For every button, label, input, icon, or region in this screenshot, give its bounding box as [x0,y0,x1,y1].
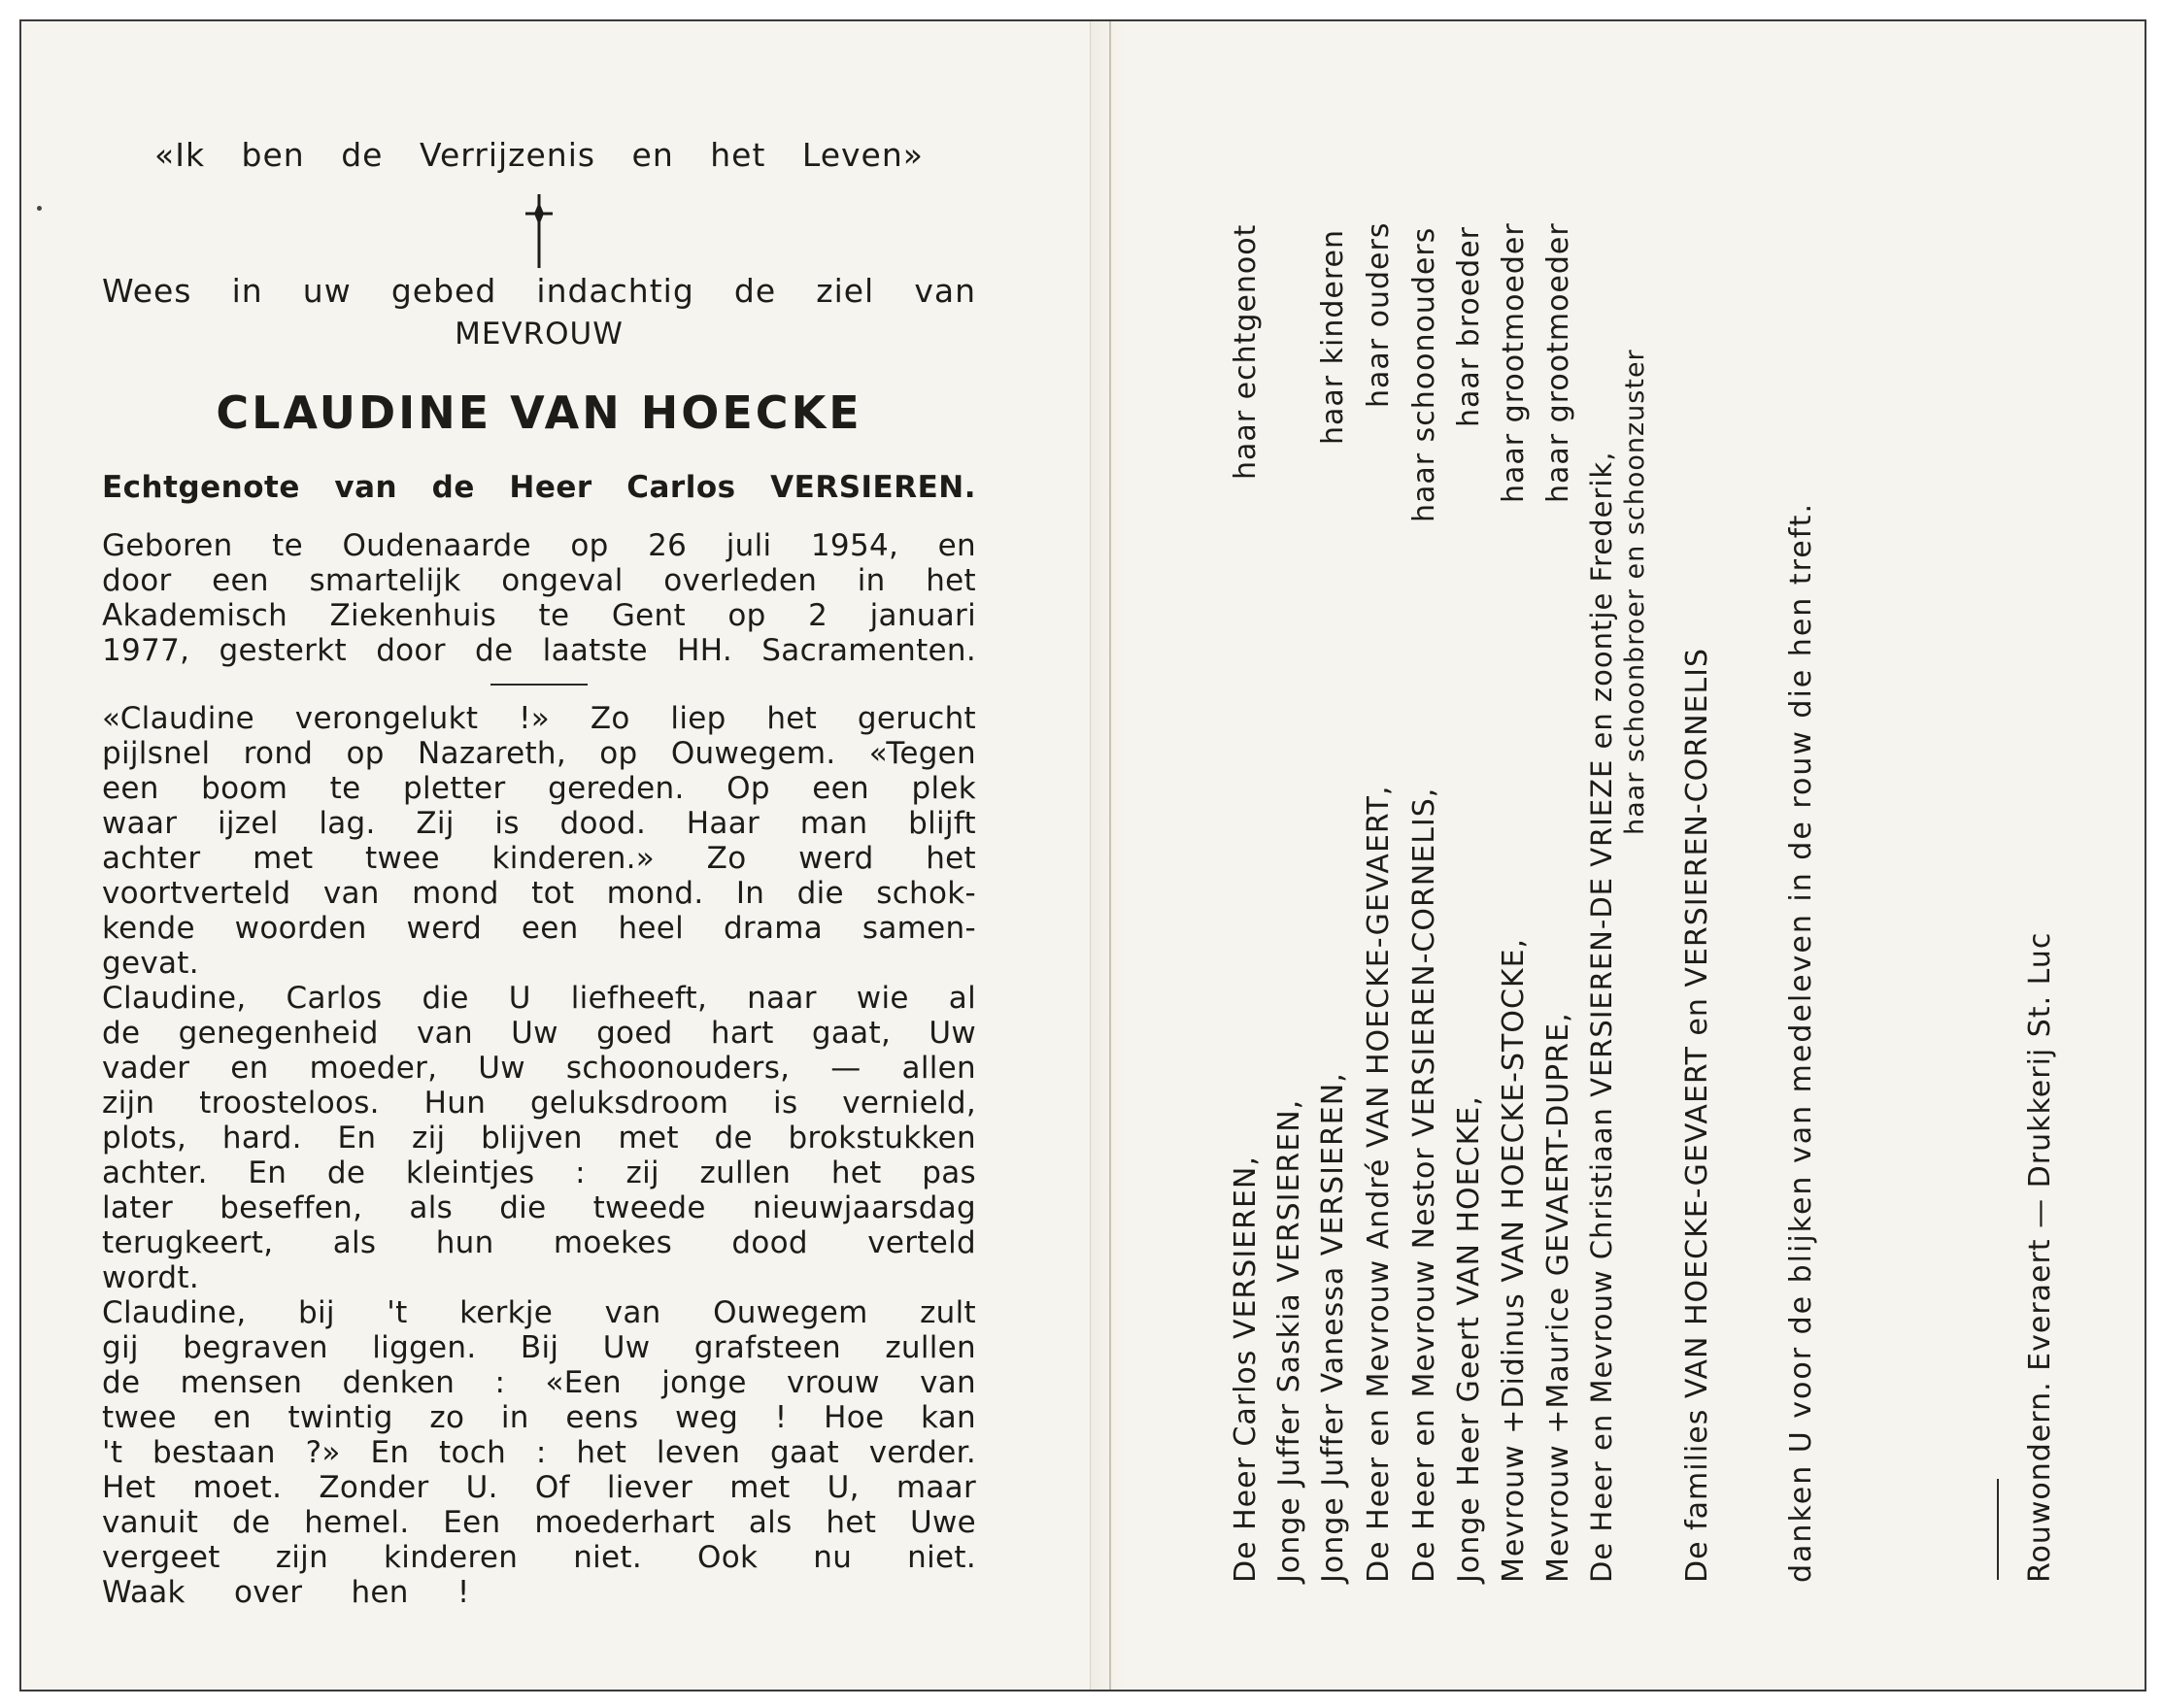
mourner-name: De Heer en Mevrouw Nestor VERSIEREN-CORNELIS, [1407,787,1441,1583]
text-line: de genegenheid van Uw goed hart gaat, Uw [102,1016,976,1051]
card-fold [1090,21,1126,1690]
text-line: voortverteld van mond tot mond. In die schok- [102,876,976,911]
mourner-relation: haar grootmoeder [1541,222,1575,503]
text-line: later beseffen, als die tweede nieuwjaarsdag [102,1190,976,1225]
mourner-relation: haar schoonouders [1407,226,1441,522]
mourner-relation: haar grootmoeder [1497,222,1531,503]
text-line: Claudine, Carlos die U liefheeft, naar wie al [102,981,976,1016]
printer-line: Rouwondern. Everaert — Drukkerij St. Luc [2023,931,2057,1583]
separator-rule [490,684,588,686]
mourner-name: Jonge Heer Geert VAN HOECKE, [1452,1095,1486,1583]
mourner-name: De Heer en Mevrouw Christiaan VERSIEREN-DE VRIEZE en zoontje Frederik, [1585,451,1618,1583]
text-line: de mensen denken : «Een jonge vrouw van [102,1365,976,1400]
deceased-name: CLAUDINE VAN HOECKE [216,386,862,439]
text-line: Waak over hen ! [102,1575,470,1610]
text-line: plots, hard. En zij blijven met de brokstukken [102,1121,976,1155]
mourner-relation: haar schoonbroer en schoonzuster [1620,349,1650,835]
scripture-quote: «Ik ben de Verrijzenis en het Leven» [154,136,924,174]
text-line: «Claudine verongelukt !» Zo liep het gerucht [102,701,976,736]
mourner-name: De Heer en Mevrouw André VAN HOECKE-GEVAERT, [1362,785,1396,1583]
thanks-line: danken U voor de blijken van medeleven in de rouw die hen treft. [1784,501,1818,1583]
mourner-name: Mevrouw +Didinus VAN HOECKE-STOCKE, [1497,937,1531,1583]
text-line: vanuit de hemel. Een moederhart als het Uwe [102,1505,976,1540]
text-line: gij begraven liggen. Bij Uw grafsteen zullen [102,1330,976,1365]
text-line: Claudine, bij 't kerkje van Ouwegem zult [102,1295,976,1330]
mourner-name: Mevrouw +Maurice GEVAERT-DUPRE, [1541,1012,1575,1583]
printer-rule [1997,1479,1999,1580]
text-line: pijlsnel rond op Nazareth, op Ouwegem. «Tegen [102,736,976,771]
text-line: zijn troosteloos. Hun geluksdroom is vernield, [102,1086,976,1121]
text-line: twee en twintig zo in eens weg ! Hoe kan [102,1400,976,1435]
text-line: Geboren te Oudenaarde op 26 juli 1954, en [102,528,976,563]
spouse-line: Echtgenote van de Heer Carlos VERSIEREN. [102,470,976,505]
text-line: 't bestaan ?» En toch : het leven gaat verder. [102,1435,976,1470]
mourner-name: De Heer Carlos VERSIEREN, [1229,1155,1263,1583]
text-line: waar ijzel lag. Zij is dood. Haar man blijft [102,806,976,841]
text-line: 1977, gesterkt door de laatste HH. Sacramenten. [102,633,976,668]
mourner-relation: haar kinderen [1316,228,1350,445]
crucifix-icon [520,192,558,270]
text-line: gevat. [102,946,199,981]
speck [37,206,42,211]
mourner-name: Jonge Juffer Vanessa VERSIEREN, [1316,1072,1350,1583]
birth-paragraph [102,528,976,668]
mourner-relation: haar ouders [1362,221,1396,408]
mourner-relation: haar echtgenoot [1229,223,1263,480]
mourner-name: Jonge Juffer Saskia VERSIEREN, [1272,1098,1306,1583]
text-line: achter met twee kinderen.» Zo werd het [102,841,976,876]
text-line: Akademisch Ziekenhuis te Gent op 2 januari [102,598,976,633]
mourner-relation: haar broeder [1452,225,1486,427]
text-line: Het moet. Zonder U. Of liever met U, maar [102,1470,976,1505]
text-line: vader en moeder, Uw schoonouders, — allen [102,1051,976,1086]
text-line: wordt. [102,1260,200,1295]
text-line: door een smartelijk ongeval overleden in het [102,563,976,598]
text-line: een boom te pletter gereden. Op een plek [102,771,976,806]
prayer-line: Wees in uw gebed indachtig de ziel van [102,272,976,310]
mourner-name: De families VAN HOECKE-GEVAERT en VERSIEREN-CORNELIS [1680,647,1714,1583]
story-paragraph [102,701,976,1610]
text-line: vergeet zijn kinderen niet. Ook nu niet. [102,1540,976,1575]
honorific: MEVROUW [455,317,624,352]
fold-line [1109,21,1111,1690]
text-line: achter. En de kleintjes : zij zullen het pas [102,1155,976,1190]
text-line: kende woorden werd een heel drama samen- [102,911,976,946]
text-line: terugkeert, als hun moekes dood verteld [102,1225,976,1260]
